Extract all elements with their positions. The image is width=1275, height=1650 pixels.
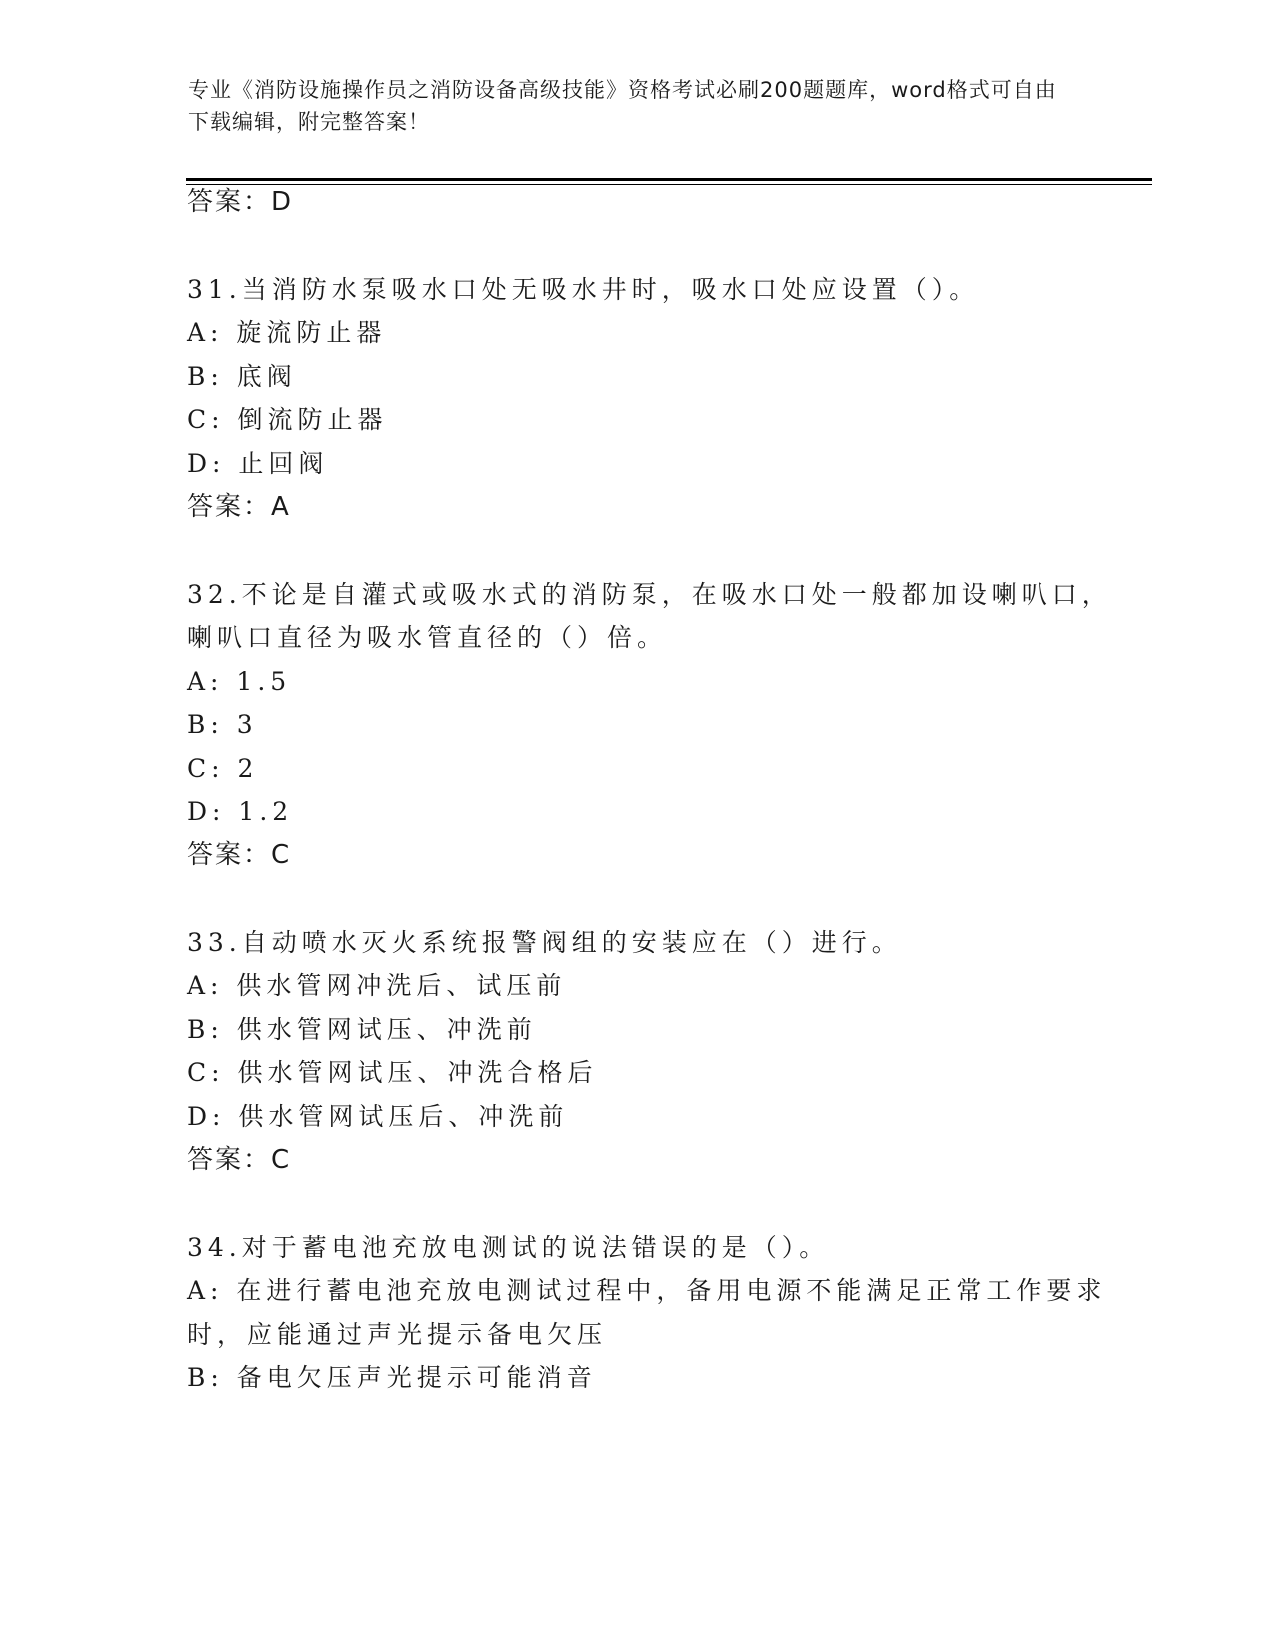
option-b: B: 3: [187, 710, 258, 739]
option-b: B: 备电欠压声光提示可能消音: [187, 1363, 597, 1392]
option-a: A: 1.5: [187, 667, 292, 696]
answer-line: 答案：D: [187, 187, 294, 217]
answer-line: 答案：A: [187, 492, 291, 522]
option-a-line2: 时，应能通过声光提示备电欠压: [187, 1320, 608, 1349]
header-rule-thin: [186, 184, 1152, 185]
option-d: D: 1.2: [187, 797, 294, 826]
question-stem-line1: 32.不论是自灌式或吸水式的消防泵，在吸水口处一般都加设喇叭口，: [187, 580, 1112, 609]
option-d: D: 止回阀: [187, 449, 329, 478]
option-a-line1: A: 在进行蓄电池充放电测试过程中，备用电源不能满足正常工作要求: [187, 1276, 1107, 1305]
question-stem: 31.当消防水泵吸水口处无吸水井时，吸水口处应设置（）。: [187, 275, 980, 304]
option-c: C: 供水管网试压、冲洗合格后: [187, 1058, 598, 1087]
option-c: C: 2: [187, 754, 259, 783]
header-rule-thick: [186, 178, 1152, 181]
option-a: A: 供水管网冲洗后、试压前: [187, 971, 567, 1000]
answer-line: 答案：C: [187, 1145, 292, 1175]
question-stem: 33.自动喷水灭火系统报警阀组的安装应在（）进行。: [187, 928, 902, 957]
option-b: B: 供水管网试压、冲洗前: [187, 1015, 537, 1044]
option-c: C: 倒流防止器: [187, 405, 388, 434]
option-a: A: 旋流防止器: [187, 318, 387, 347]
answer-line: 答案：C: [187, 840, 292, 870]
option-b: B: 底阀: [187, 362, 297, 391]
question-stem: 34.对于蓄电池充放电测试的说法错误的是（）。: [187, 1233, 830, 1262]
question-stem-line2: 喇叭口直径为吸水管直径的（）倍。: [187, 623, 668, 652]
document-header: 专业《消防设施操作员之消防设备高级技能》资格考试必刷200题题库，word格式可自由下载编辑，附完整答案！: [188, 78, 1057, 134]
option-d: D: 供水管网试压后、冲洗前: [187, 1102, 569, 1131]
